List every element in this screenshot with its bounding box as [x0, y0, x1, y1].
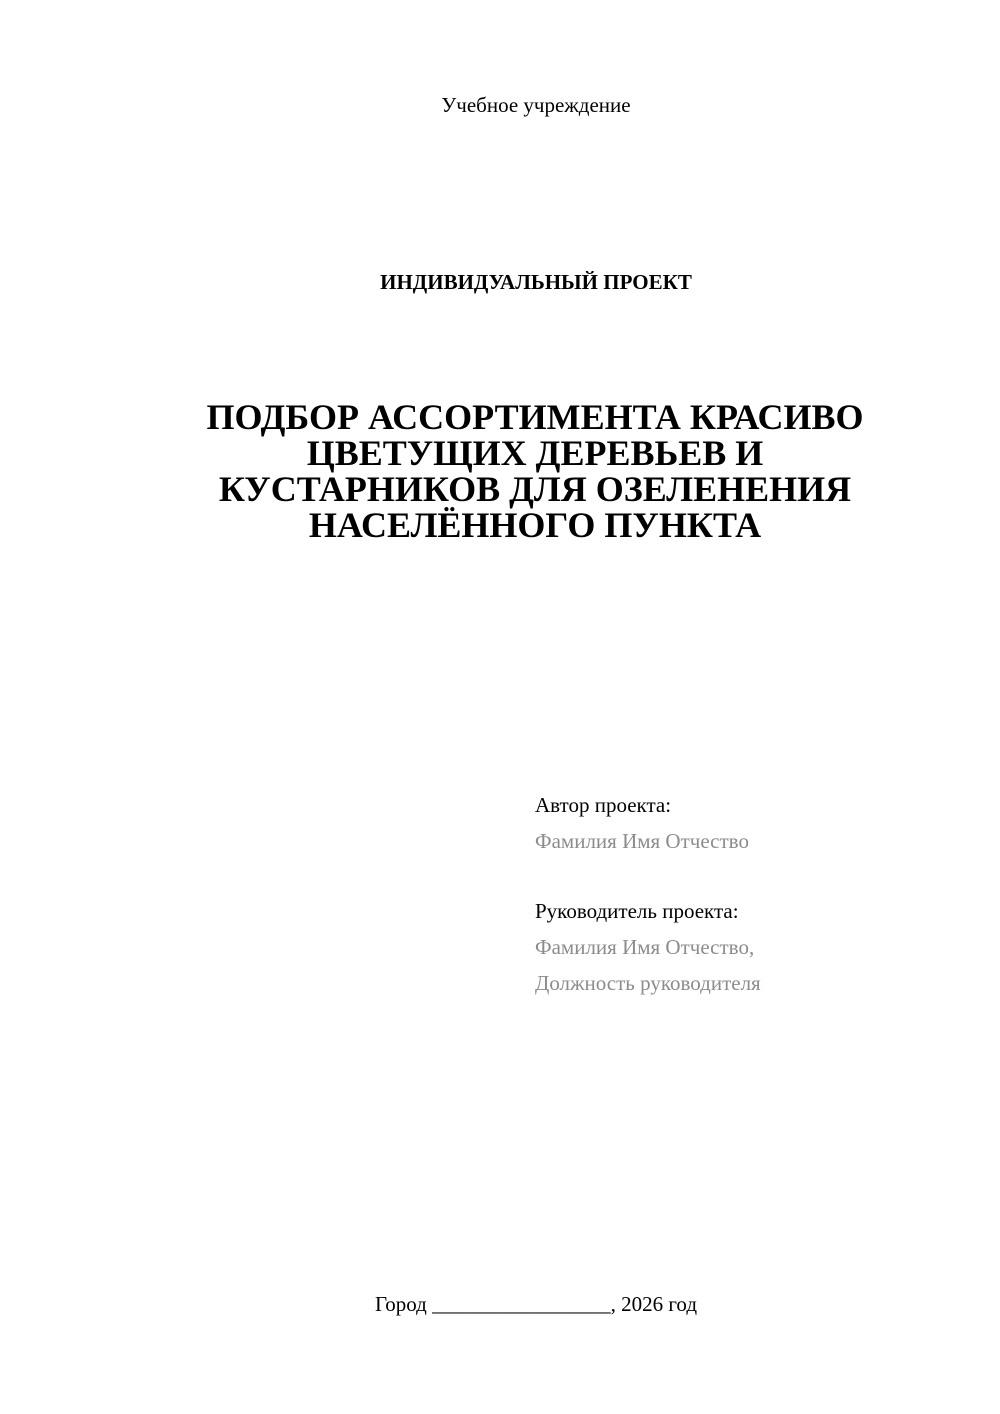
document-type: ИНДИВИДУАЛЬНЫЙ ПРОЕКТ [380, 270, 692, 294]
project-title-line: ЦВЕТУЩИХ ДЕРЕВЬЕВ И [306, 433, 764, 473]
institution-name: Учебное учреждение [441, 93, 631, 117]
supervisor-label: Руководитель проекта: [535, 899, 739, 923]
project-title-line: ПОДБОР АССОРТИМЕНТА КРАСИВО [206, 397, 864, 437]
supervisor-name: Фамилия Имя Отчество, [535, 935, 755, 959]
project-title-line: НАСЕЛЁННОГО ПУНКТА [308, 505, 762, 545]
project-title [150, 399, 920, 543]
project-title-line: КУСТАРНИКОВ ДЛЯ ОЗЕЛЕНЕНИЯ [218, 469, 852, 509]
spacer [535, 859, 975, 893]
project-people [535, 787, 975, 1001]
author-name: Фамилия Имя Отчество [535, 829, 749, 853]
city-year-footer: Город _________________, 2026 год [374, 1292, 698, 1316]
author-label: Автор проекта: [535, 793, 672, 817]
supervisor-position: Должность руководителя [535, 971, 761, 995]
